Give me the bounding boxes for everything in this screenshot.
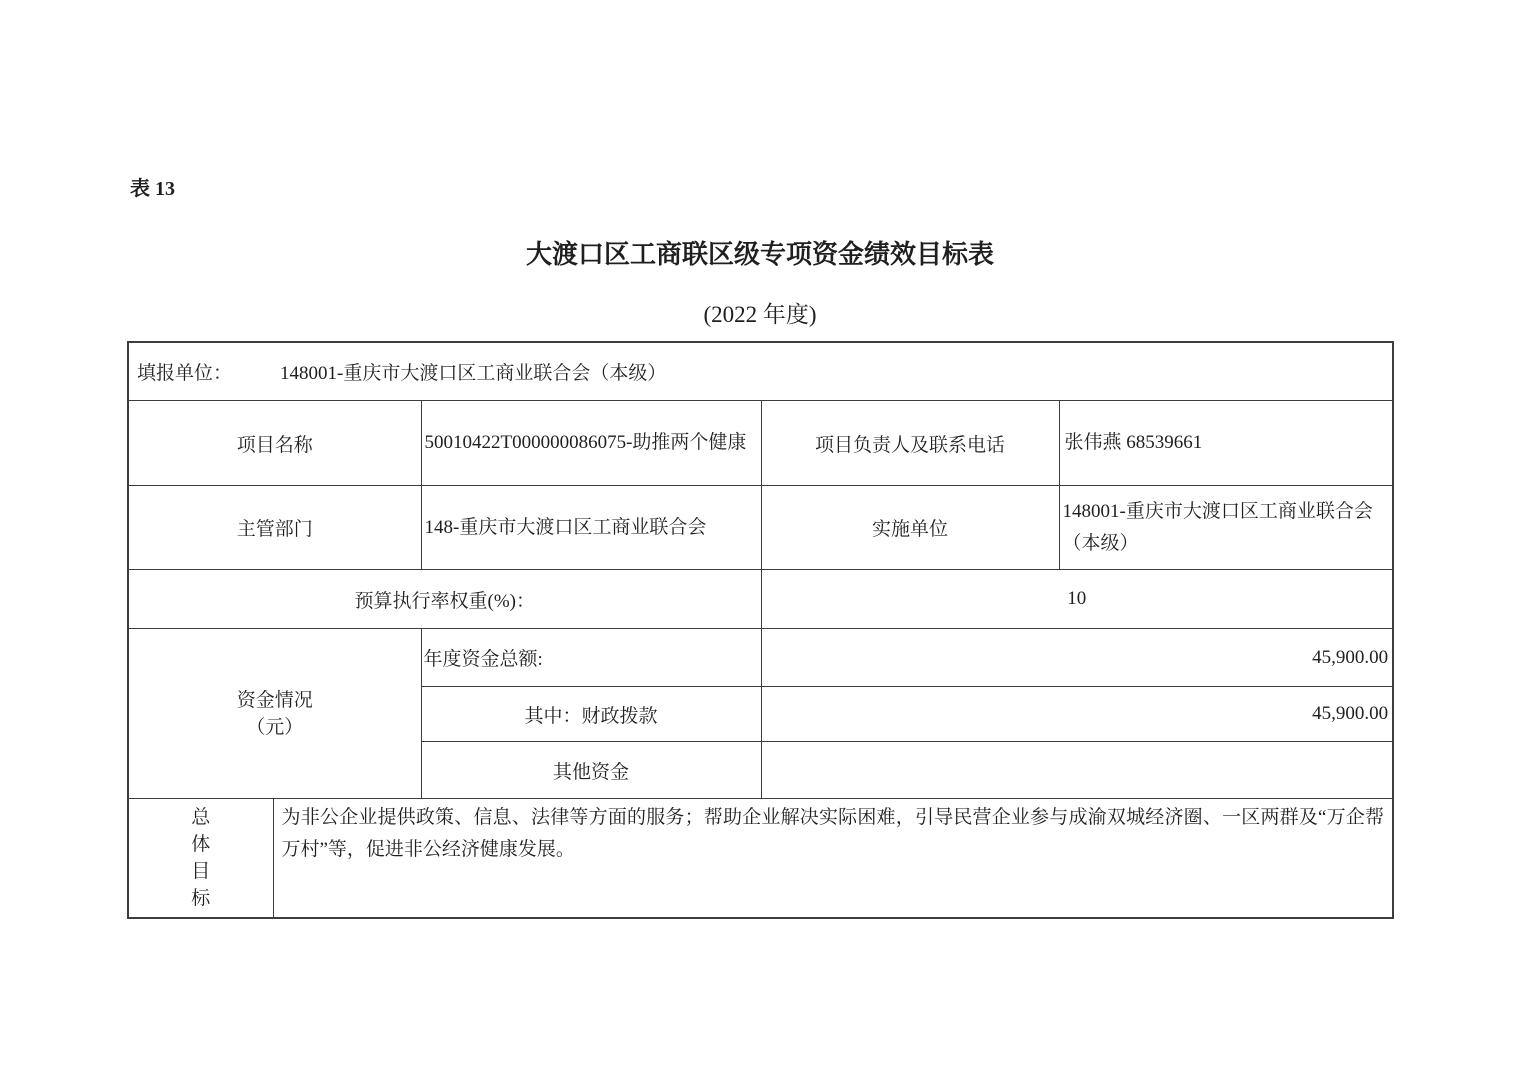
- table-row: [128, 342, 1393, 401]
- implementing-unit-value: 148001-重庆市大渡口区工商业联合会（本级）: [1059, 486, 1393, 570]
- performance-target-table: [127, 341, 1394, 919]
- budget-weight-label: 预算执行率权重(%)：: [128, 570, 761, 629]
- fiscal-allocation-value: 45,900.00: [761, 687, 1393, 742]
- budget-weight-value: 10: [761, 570, 1393, 629]
- table-row: [128, 629, 1393, 687]
- table-row: [128, 570, 1393, 629]
- table-number-label: 表 13: [130, 178, 175, 200]
- overall-goal-text: 为非公企业提供政策、信息、法律等方面的服务；帮助企业解决实际困难，引导民营企业参与成渝双城经济圈、一区两群及“万企帮万村”等，促进非公经济健康发展。: [273, 799, 1393, 919]
- funding-label-line2: （元）: [246, 716, 304, 738]
- implementing-unit-label: 实施单位: [761, 486, 1059, 570]
- project-name-label: 项目名称: [128, 401, 421, 486]
- annual-total-label: 年度资金总额:: [421, 629, 761, 687]
- overall-goal-label: [128, 799, 273, 919]
- project-name-value: 50010422T000000086075-助推两个健康: [421, 401, 761, 486]
- other-funds-value: [761, 742, 1393, 799]
- reporting-unit-label: 填报单位：: [137, 363, 233, 384]
- table-row: [128, 486, 1393, 570]
- page-subtitle: (2022 年度): [703, 302, 817, 327]
- project-manager-value: 张伟燕 68539661: [1059, 401, 1393, 486]
- reporting-unit-value: 148001-重庆市大渡口区工商业联合会（本级）: [280, 363, 667, 384]
- goal-label-char: 体: [191, 834, 211, 855]
- fiscal-allocation-label: 其中：财政拨款: [421, 687, 761, 742]
- goal-label-char: 目: [191, 861, 211, 882]
- goal-label-char: 标: [191, 888, 211, 909]
- table-row: [128, 799, 1393, 919]
- funding-label-line1: 资金情况: [236, 689, 313, 711]
- other-funds-label: 其他资金: [421, 742, 761, 799]
- supervising-dept-label: 主管部门: [128, 486, 421, 570]
- project-manager-label: 项目负责人及联系电话: [761, 401, 1059, 486]
- annual-total-value: 45,900.00: [761, 629, 1393, 687]
- funding-section-label: [128, 629, 421, 799]
- goal-label-char: 总: [191, 807, 211, 828]
- supervising-dept-value: 148-重庆市大渡口区工商业联合会: [421, 486, 761, 570]
- page-title: 大渡口区工商联区级专项资金绩效目标表: [525, 240, 994, 269]
- reporting-unit-cell: [128, 342, 1393, 401]
- table-row: [128, 401, 1393, 486]
